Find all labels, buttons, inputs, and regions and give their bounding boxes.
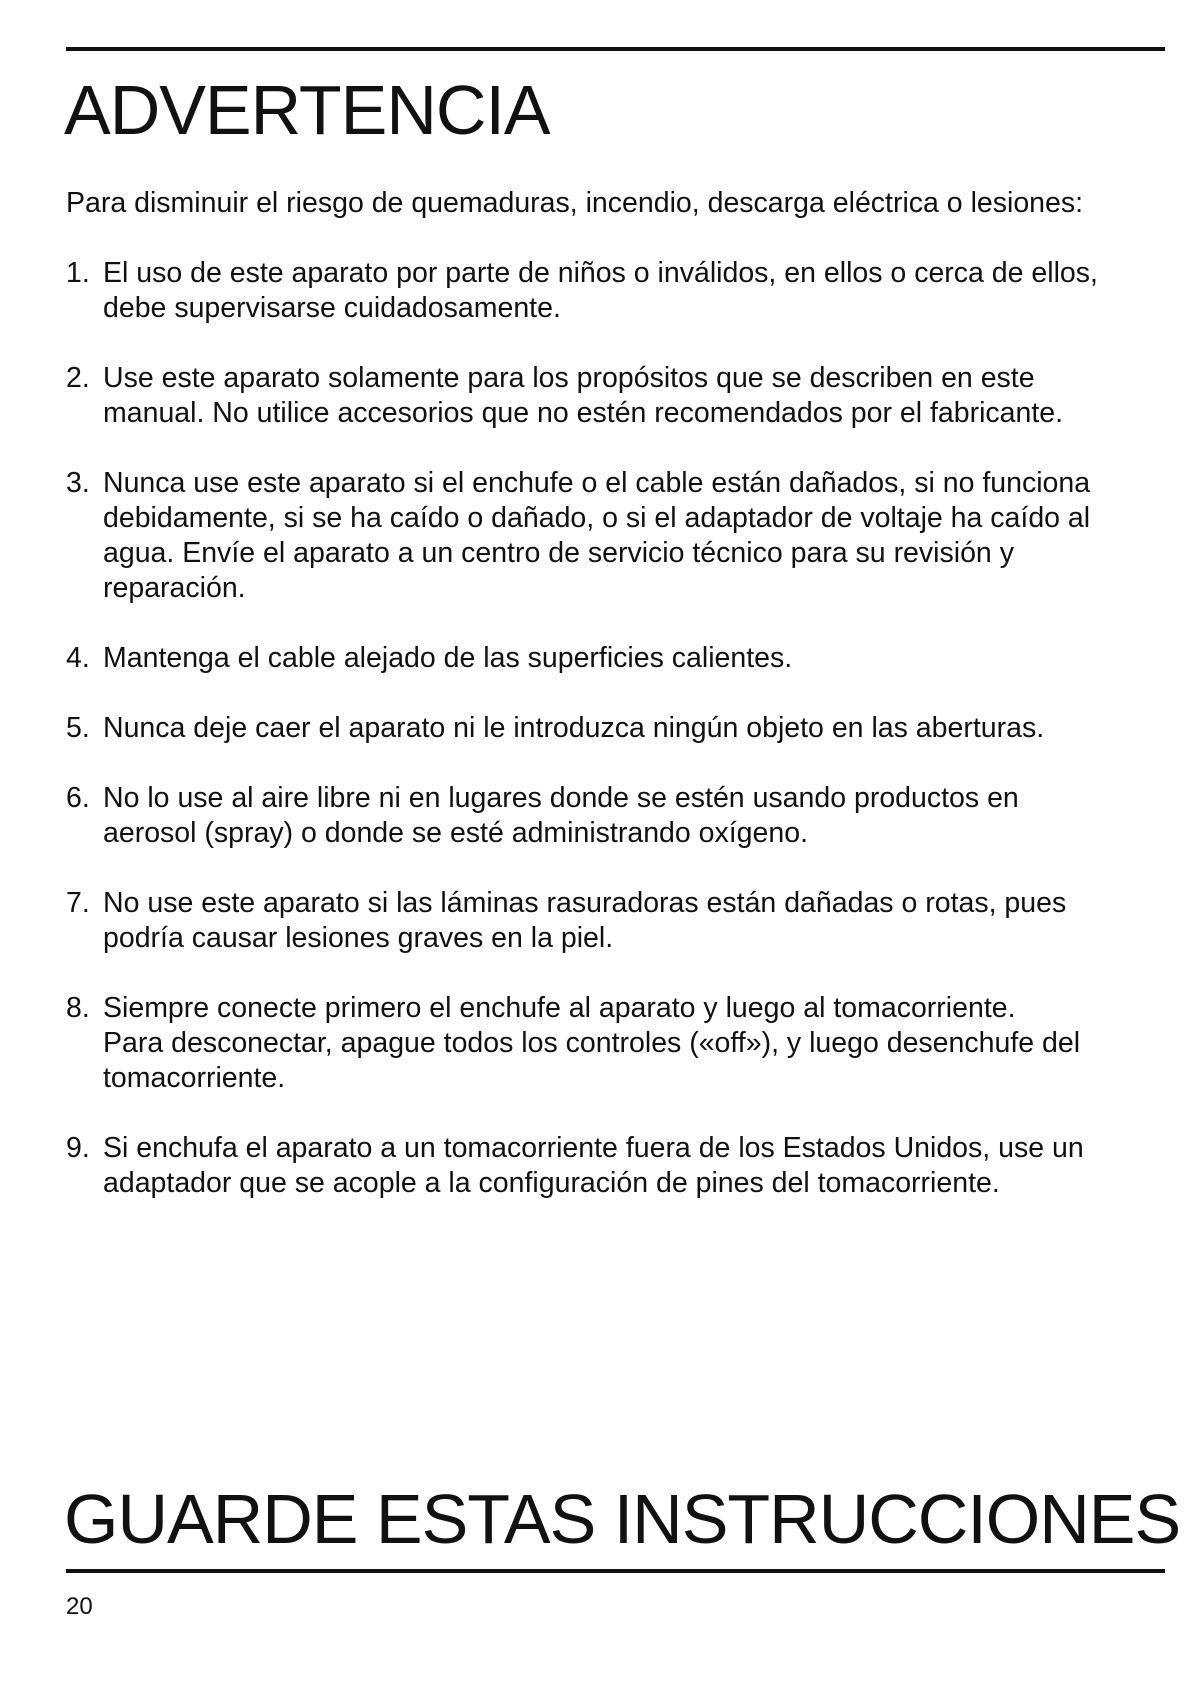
- list-item-number: 8.: [66, 992, 90, 1024]
- list-item-text: Si enchufa el aparato a un tomacorriente fuera de los Estados Unidos, use un: [103, 1132, 1084, 1164]
- list-item-text: agua. Envíe el aparato a un centro de servicio técnico para su revisión y: [103, 537, 1014, 569]
- list-item-text: debidamente, si se ha caído o dañado, o si el adaptador de voltaje ha caído al: [103, 502, 1091, 534]
- list-item-number: 5.: [66, 712, 90, 744]
- list-item: [66, 781, 1166, 851]
- list-item-text: aerosol (spray) o donde se esté administrando oxígeno.: [103, 817, 808, 849]
- list-item-number: 3.: [66, 467, 90, 499]
- list-item: [66, 256, 1166, 326]
- bottom-divider: [66, 1569, 1165, 1573]
- list-item-text: No use este aparato si las láminas rasuradoras están dañadas o rotas, pues: [103, 887, 1067, 919]
- list-item-text: El uso de este aparato por parte de niños o inválidos, en ellos o cerca de ellos,: [103, 257, 1098, 289]
- list-item: [66, 886, 1166, 956]
- footer-title: GUARDE ESTAS INSTRUCCIONES: [64, 1480, 1181, 1558]
- list-item-number: 4.: [66, 642, 90, 674]
- list-item-number: 1.: [66, 257, 90, 289]
- list-item-text: Siempre conecte primero el enchufe al aparato y luego al tomacorriente.: [103, 992, 1016, 1024]
- warning-list: [66, 256, 1166, 1236]
- list-item: [66, 466, 1166, 606]
- page-title: ADVERTENCIA: [64, 71, 550, 149]
- list-item-number: 7.: [66, 887, 90, 919]
- list-item-text: podría causar lesiones graves en la piel.: [103, 922, 614, 954]
- list-item-text: manual. No utilice accesorios que no estén recomendados por el fabricante.: [103, 397, 1064, 429]
- list-item-text: debe supervisarse cuidadosamente.: [103, 292, 561, 324]
- list-item-text: Nunca use este aparato si el enchufe o el cable están dañados, si no funciona: [103, 467, 1091, 499]
- list-item: [66, 361, 1166, 431]
- page-number: 20: [66, 1593, 93, 1620]
- list-item-text: Use este aparato solamente para los propósitos que se describen en este: [103, 362, 1035, 394]
- list-item-number: 9.: [66, 1132, 90, 1164]
- top-divider: [66, 47, 1165, 51]
- list-item-number: 2.: [66, 362, 90, 394]
- list-item: [66, 641, 1166, 676]
- intro-text: Para disminuir el riesgo de quemaduras, incendio, descarga eléctrica o lesiones:: [66, 187, 1084, 219]
- list-item: [66, 1131, 1166, 1201]
- list-item-number: 6.: [66, 782, 90, 814]
- list-item: [66, 991, 1166, 1096]
- list-item: [66, 711, 1166, 746]
- list-item-text: Nunca deje caer el aparato ni le introduzca ningún objeto en las aberturas.: [103, 712, 1045, 744]
- list-item-text: Mantenga el cable alejado de las superficies calientes.: [103, 642, 793, 674]
- list-item-text: No lo use al aire libre ni en lugares donde se estén usando productos en: [103, 782, 1019, 814]
- list-item-text: Para desconectar, apague todos los controles («off»), y luego desenchufe del: [103, 1027, 1081, 1059]
- list-item-text: adaptador que se acople a la configuración de pines del tomacorriente.: [103, 1167, 1000, 1199]
- list-item-text: reparación.: [103, 572, 246, 604]
- list-item-text: tomacorriente.: [103, 1062, 286, 1094]
